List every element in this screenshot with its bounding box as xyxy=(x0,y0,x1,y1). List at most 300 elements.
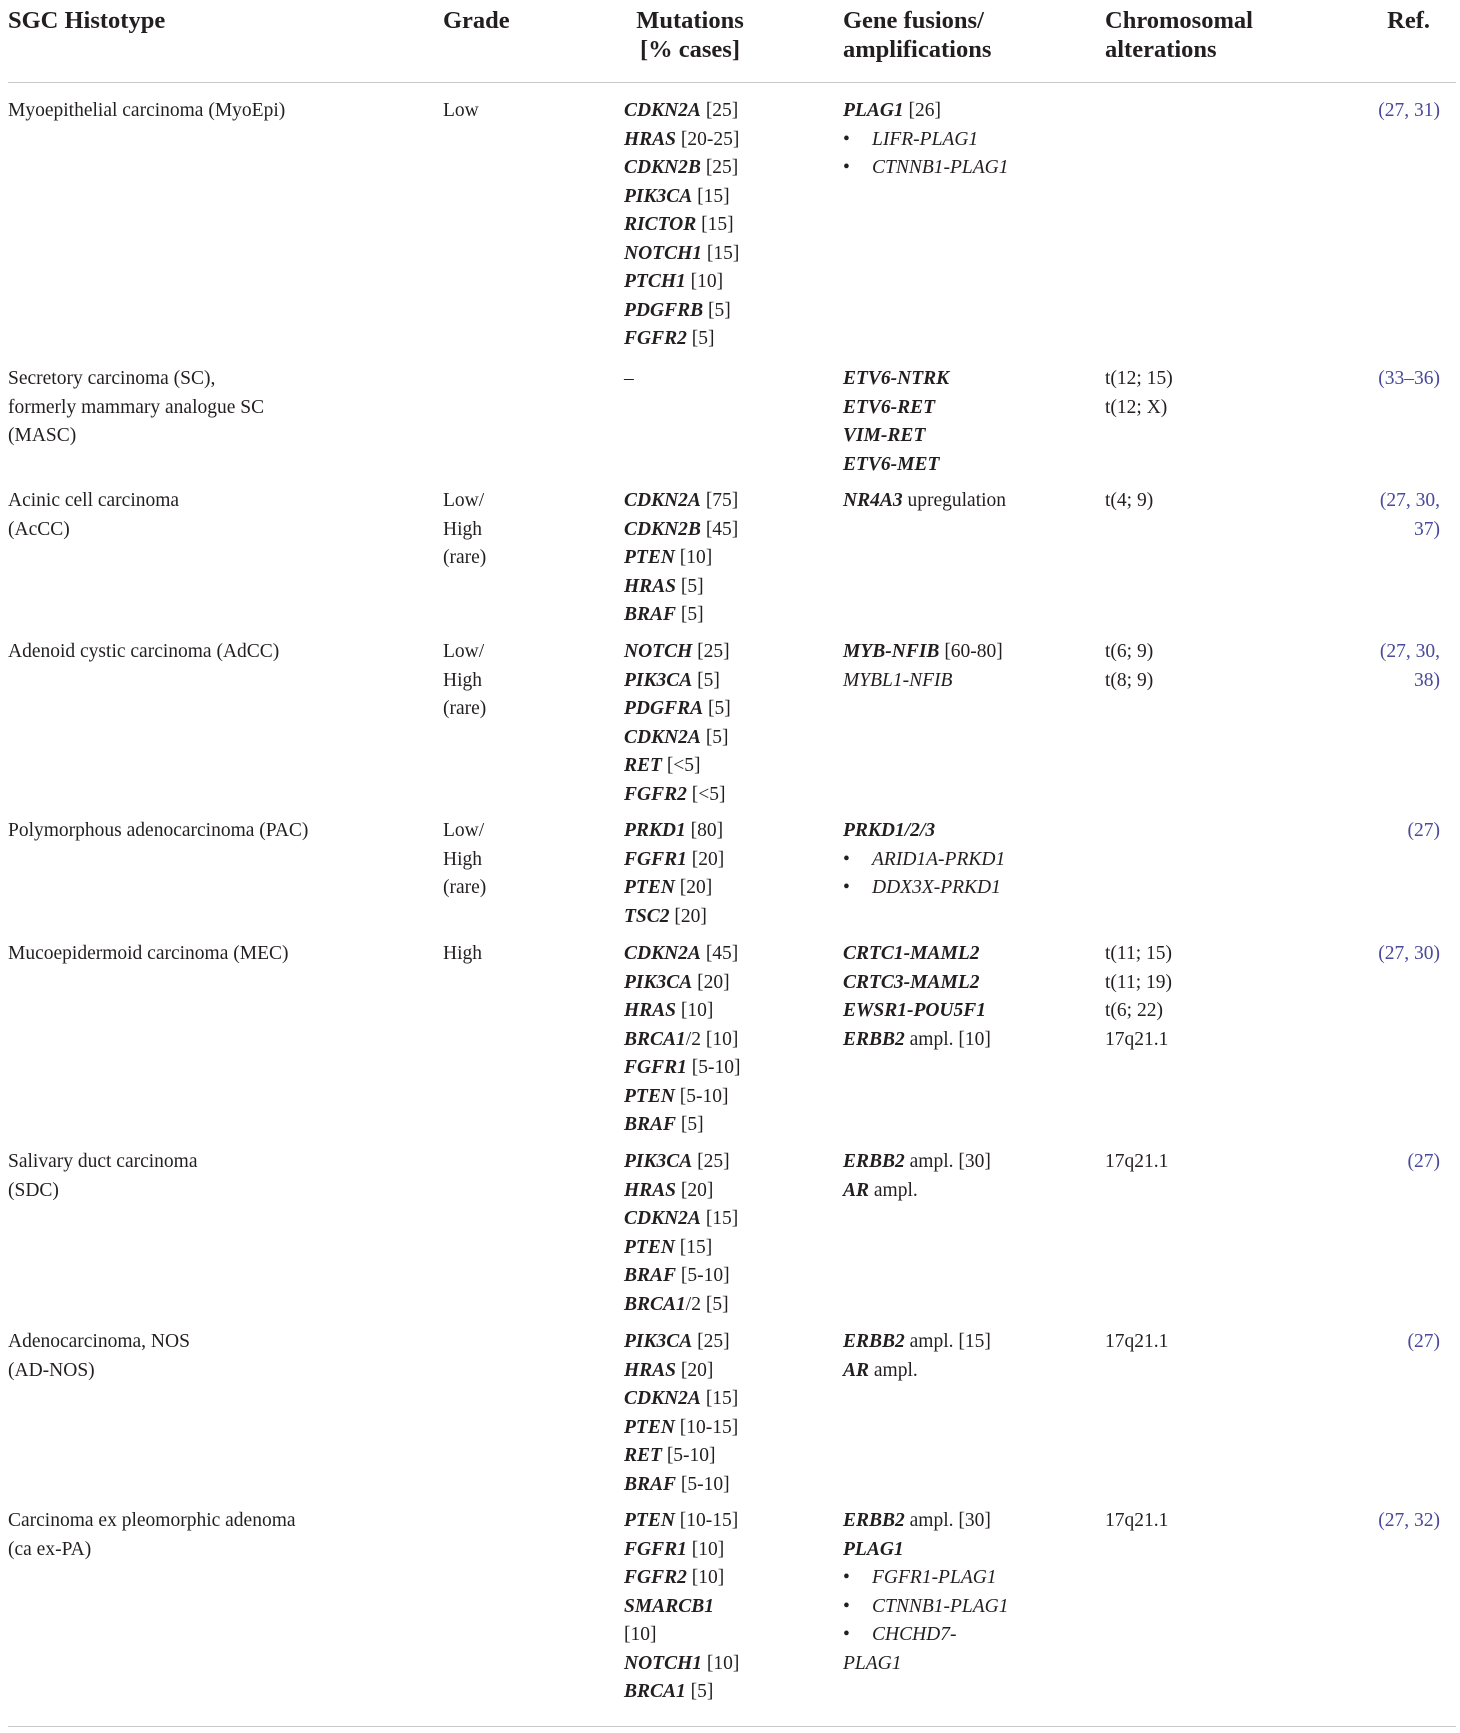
gene-name: PTEN xyxy=(624,1510,675,1531)
row-fusions xyxy=(843,1148,1093,1205)
gene-name: PIK3CA xyxy=(624,1331,693,1352)
fusion-line: PLAG1 xyxy=(843,1652,902,1674)
row-fusions xyxy=(843,1328,1093,1385)
row-ref xyxy=(1310,1148,1440,1177)
gene-name: PIK3CA xyxy=(624,185,693,207)
row-mutations xyxy=(624,1328,834,1499)
row-histotype xyxy=(8,487,428,544)
mutation-line xyxy=(624,183,834,212)
mutation-frequency: [10-15] xyxy=(674,1416,739,1438)
mutation-line xyxy=(624,724,834,753)
row-histotype xyxy=(8,817,428,846)
row-fusions xyxy=(843,817,1093,903)
mutation-line xyxy=(624,874,834,903)
row-fusions xyxy=(843,365,1093,479)
mutation-line xyxy=(624,1564,834,1593)
mutation-line xyxy=(624,752,834,781)
fusion-line xyxy=(843,969,1093,998)
mutation-frequency: [25] xyxy=(692,1151,730,1172)
mutation-frequency: [5] xyxy=(700,726,729,748)
fusion-bullet-item: • CHCHD7- xyxy=(843,1621,1093,1650)
row-ref xyxy=(1310,817,1440,846)
row-mutations xyxy=(624,487,834,630)
gene-name: FGFR2 xyxy=(624,328,687,349)
mutation-frequency: [20] xyxy=(692,971,730,993)
mutation-frequency: [20] xyxy=(676,1179,714,1201)
grade-line: (rare) xyxy=(443,698,487,719)
fusion-line xyxy=(843,394,1093,423)
mutation-frequency: /2 [10] xyxy=(685,1028,739,1050)
mutation-line xyxy=(624,1291,834,1320)
mutation-line xyxy=(624,1536,834,1565)
mutation-frequency: [10] xyxy=(624,1624,657,1645)
gene-name: PTEN xyxy=(624,1416,675,1438)
mutation-frequency: [15] xyxy=(692,185,730,207)
fusion-line xyxy=(843,97,1093,126)
gene-name: FGFR2 xyxy=(624,1567,687,1588)
row-fusions xyxy=(843,940,1093,1054)
mutation-line xyxy=(624,695,834,724)
fusion-gene: PLAG1 xyxy=(843,1538,904,1560)
fusion-line xyxy=(843,638,1093,667)
grade-line: (rare) xyxy=(443,877,487,898)
fusion-line xyxy=(843,1148,1093,1177)
mutation-line xyxy=(624,487,834,516)
histotype-line: Myoepithelial carcinoma (MyoEpi) xyxy=(8,100,286,121)
gene-name: FGFR1 xyxy=(624,1057,687,1078)
grade-line: Low/ xyxy=(443,490,485,511)
gene-name: NOTCH xyxy=(624,641,693,662)
gene-name: HRAS xyxy=(624,1000,677,1021)
gene-name: PDGFRA xyxy=(624,698,704,719)
ref-line[interactable]: 37) xyxy=(1414,518,1440,540)
mutation-line xyxy=(624,573,834,602)
grade-line: High xyxy=(443,943,482,964)
fusion-bullet-item: • CTNNB1-PLAG1 xyxy=(843,154,1093,183)
mutation-line xyxy=(624,544,834,573)
fusion-gene: AR xyxy=(843,1359,870,1381)
row-fusions xyxy=(843,97,1093,183)
chromosomal-line: t(4; 9) xyxy=(1105,490,1154,511)
mutation-line xyxy=(624,268,834,297)
header-grade xyxy=(443,6,510,35)
mutation-line xyxy=(624,97,834,126)
mutation-frequency: [15] xyxy=(674,1236,713,1258)
ref-line[interactable]: (27, 30, xyxy=(1379,641,1440,662)
mutation-frequency: [5] xyxy=(685,1681,714,1702)
fusion-line xyxy=(843,1026,1093,1055)
fusion-line xyxy=(843,365,1093,394)
fusion-detail: upregulation xyxy=(902,490,1007,511)
gene-name: PTEN xyxy=(624,1085,675,1107)
mutation-line xyxy=(624,1593,834,1622)
gene-name: PIK3CA xyxy=(624,669,693,691)
histotype-line: (ca ex-PA) xyxy=(8,1538,92,1560)
fusion-detail: ampl. xyxy=(869,1179,918,1201)
mutation-frequency: [5] xyxy=(676,604,704,625)
gene-name: RET xyxy=(624,1445,662,1466)
gene-name: BRAF xyxy=(624,1265,677,1286)
fusion-gene: CRTC1-MAML2 xyxy=(843,943,980,964)
mutation-frequency: [5] xyxy=(703,299,731,321)
fusion-bullet-item: • LIFR-PLAG1 xyxy=(843,126,1093,155)
mutation-line xyxy=(624,240,834,269)
ref-line[interactable]: (27) xyxy=(1407,1331,1440,1352)
chromosomal-line: 17q21.1 xyxy=(1105,1510,1169,1531)
fusion-line xyxy=(843,940,1093,969)
row-chromosomal xyxy=(1105,487,1305,516)
row-histotype xyxy=(8,940,428,969)
gene-name: CDKN2A xyxy=(624,490,701,511)
mutation-line xyxy=(624,667,834,696)
mutation-frequency: [20] xyxy=(669,905,707,927)
mutation-line xyxy=(624,1471,834,1500)
grade-line: (rare) xyxy=(443,547,487,568)
histotype-line: Acinic cell carcinoma xyxy=(8,490,180,511)
mutation-frequency: /2 [5] xyxy=(685,1293,729,1315)
gene-name: PIK3CA xyxy=(624,971,693,993)
fusion-gene: ERBB2 xyxy=(843,1028,905,1050)
fusion-line xyxy=(843,1177,1093,1206)
row-ref xyxy=(1310,487,1440,544)
fusion-bullet-item: • ARID1A-PRKD1 xyxy=(843,846,1093,875)
fusion-line xyxy=(843,997,1093,1026)
mutation-line xyxy=(624,1357,834,1386)
row-histotype xyxy=(8,1507,428,1564)
chromosomal-line: t(11; 19) xyxy=(1105,971,1172,993)
fusion-line xyxy=(843,1357,1093,1386)
histotype-line: Adenocarcinoma, NOS xyxy=(8,1331,190,1352)
mutation-line xyxy=(624,154,834,183)
ref-line[interactable]: 38) xyxy=(1414,669,1440,691)
mutation-frequency: [10-15] xyxy=(674,1510,739,1531)
fusion-gene: CRTC3-MAML2 xyxy=(843,971,980,993)
histotype-line: Secretory carcinoma (SC), xyxy=(8,368,216,389)
fusion-gene: ETV6-RET xyxy=(843,396,936,418)
row-chromosomal xyxy=(1105,365,1305,422)
fusion-gene: AR xyxy=(843,1179,870,1201)
fusion-line xyxy=(843,1328,1093,1357)
histotype-line: Mucoepidermoid carcinoma (MEC) xyxy=(8,943,289,964)
mutation-line xyxy=(624,126,834,155)
mutation-line xyxy=(624,1111,834,1140)
row-histotype xyxy=(8,365,428,451)
mutation-frequency: [5-10] xyxy=(661,1445,716,1466)
mutation-frequency: [5] xyxy=(676,575,704,597)
mutation-line: – xyxy=(624,368,634,389)
ref-line[interactable]: (27) xyxy=(1407,820,1440,841)
header-chromosomal-line1: Chromosomal xyxy=(1105,7,1253,34)
histotype-line: (SDC) xyxy=(8,1179,59,1201)
row-ref xyxy=(1310,1328,1440,1357)
gene-name: CDKN2A xyxy=(624,1388,701,1409)
mutation-frequency: [25] xyxy=(692,641,730,662)
mutation-line xyxy=(624,516,834,545)
mutation-frequency: [<5] xyxy=(686,783,726,805)
gene-name: RET xyxy=(624,755,662,776)
header-rule xyxy=(8,82,1456,83)
header-mutations-line2: [% cases] xyxy=(639,36,740,63)
row-ref xyxy=(1310,97,1440,126)
histotype-line: Salivary duct carcinoma xyxy=(8,1151,198,1172)
chromosomal-line: t(6; 9) xyxy=(1105,641,1154,662)
histotype-line: Polymorphous adenocarcinoma (PAC) xyxy=(8,820,309,841)
fusion-line xyxy=(843,422,1093,451)
row-ref xyxy=(1310,1507,1440,1536)
row-chromosomal xyxy=(1105,1507,1305,1536)
gene-name: PTEN xyxy=(624,1236,675,1258)
ref-line[interactable]: (27, 30, xyxy=(1379,490,1440,511)
mutation-frequency: [5-10] xyxy=(686,1057,741,1078)
fusion-detail: ampl. [10] xyxy=(904,1028,991,1050)
mutation-frequency: [20] xyxy=(674,877,713,898)
row-histotype xyxy=(8,638,428,667)
header-ref xyxy=(1370,6,1430,35)
gene-name: FGFR2 xyxy=(624,783,687,805)
histotype-line: (AcCC) xyxy=(8,518,70,540)
fusion-gene: EWSR1-POU5F1 xyxy=(843,1000,987,1021)
gene-name: PRKD1 xyxy=(624,820,686,841)
grade-line: High xyxy=(443,848,482,870)
mutation-frequency: [10] xyxy=(685,271,724,292)
mutation-line xyxy=(624,940,834,969)
header-histotype-text: SGC Histotype xyxy=(8,7,166,34)
histotype-line: (AD-NOS) xyxy=(8,1359,95,1381)
gene-name: PDGFRB xyxy=(624,299,704,321)
mutation-line xyxy=(624,846,834,875)
grade-line: High xyxy=(443,518,482,540)
fusion-line xyxy=(843,487,1093,516)
mutation-line xyxy=(624,297,834,326)
grade-line: Low/ xyxy=(443,641,485,662)
header-mutations-line1: Mutations xyxy=(636,7,744,34)
mutation-frequency: [10] xyxy=(686,1567,725,1588)
chromosomal-line: t(6; 22) xyxy=(1105,1000,1163,1021)
gene-name: NOTCH1 xyxy=(624,242,702,264)
row-histotype xyxy=(8,1148,428,1205)
mutation-line xyxy=(624,1678,834,1707)
histotype-line: formerly mammary analogue SC xyxy=(8,396,265,418)
fusion-line xyxy=(843,1536,1093,1565)
gene-name: SMARCB1 xyxy=(624,1595,714,1617)
gene-name: BRAF xyxy=(624,1114,677,1135)
chromosomal-line: 17q21.1 xyxy=(1105,1028,1169,1050)
fusion-line xyxy=(843,451,1093,480)
mutation-frequency: [10] xyxy=(674,547,713,568)
mutation-line xyxy=(624,817,834,846)
mutation-line xyxy=(624,903,834,932)
gene-name: NOTCH1 xyxy=(624,1652,702,1674)
row-mutations xyxy=(624,365,834,394)
fusion-gene: PRKD1/2/3 xyxy=(843,820,936,841)
mutation-line xyxy=(624,1234,834,1263)
mutation-frequency: [5-10] xyxy=(674,1085,729,1107)
ref-line[interactable]: (27) xyxy=(1407,1151,1440,1172)
mutation-frequency: [15] xyxy=(700,1388,739,1409)
fusion-detail: [26] xyxy=(903,100,942,121)
chromosomal-line: t(12; 15) xyxy=(1105,368,1173,389)
gene-name: FGFR1 xyxy=(624,848,687,870)
ref-line[interactable]: (27, 31) xyxy=(1378,100,1440,121)
chromosomal-line: t(8; 9) xyxy=(1105,669,1154,691)
row-chromosomal xyxy=(1105,638,1305,695)
fusion-detail: ampl. xyxy=(869,1359,918,1381)
gene-name: CDKN2A xyxy=(624,100,701,121)
gene-name: PIK3CA xyxy=(624,1151,693,1172)
bottom-rule xyxy=(8,1726,1456,1727)
mutation-line xyxy=(624,601,834,630)
mutation-line xyxy=(624,1442,834,1471)
row-mutations xyxy=(624,817,834,931)
fusion-gene: ETV6-MET xyxy=(843,453,940,475)
mutation-frequency: [5] xyxy=(703,698,731,719)
histotype-line: Adenoid cystic carcinoma (AdCC) xyxy=(8,641,280,662)
mutation-frequency: [25] xyxy=(700,100,739,121)
gene-name: HRAS xyxy=(624,128,677,150)
mutation-frequency: [20-25] xyxy=(676,128,740,150)
fusion-detail: ampl. [30] xyxy=(904,1151,991,1172)
histotype-line: Carcinoma ex pleomorphic adenoma xyxy=(8,1510,296,1531)
mutation-frequency: [5-10] xyxy=(676,1265,730,1286)
header-mutations xyxy=(590,6,790,64)
mutation-line xyxy=(624,1054,834,1083)
gene-name: PTEN xyxy=(624,877,675,898)
row-ref xyxy=(1310,365,1440,394)
gene-name: HRAS xyxy=(624,1179,677,1201)
fusion-gene: ERBB2 xyxy=(843,1331,905,1352)
fusion-detail: ampl. [15] xyxy=(904,1331,991,1352)
mutation-line xyxy=(624,781,834,810)
mutation-line xyxy=(624,1414,834,1443)
mutation-line xyxy=(624,1205,834,1234)
row-fusions xyxy=(843,487,1093,516)
row-histotype xyxy=(8,97,428,126)
mutation-line xyxy=(624,1083,834,1112)
fusion-bullet-item: • CTNNB1-PLAG1 xyxy=(843,1593,1093,1622)
gene-name: HRAS xyxy=(624,575,677,597)
ref-line[interactable]: (27, 30) xyxy=(1378,943,1440,964)
gene-name: BRCA1 xyxy=(624,1028,686,1050)
mutation-frequency: [15] xyxy=(702,242,740,264)
fusion-gene: VIM-RET xyxy=(843,425,926,446)
mutation-line xyxy=(624,1385,834,1414)
grade-line: Low/ xyxy=(443,820,485,841)
mutation-frequency: [5] xyxy=(676,1114,704,1135)
fusion-detail: ampl. [30] xyxy=(904,1510,991,1531)
row-mutations xyxy=(624,940,834,1140)
fusion-gene: NR4A3 xyxy=(843,490,903,511)
row-grade xyxy=(443,487,583,573)
fusion-line: MYBL1-NFIB xyxy=(843,669,953,691)
mutation-line xyxy=(624,1328,834,1357)
header-chromosomal-line2: alterations xyxy=(1105,36,1217,63)
mutation-frequency: [10] xyxy=(702,1652,740,1674)
row-grade xyxy=(443,940,583,969)
row-mutations xyxy=(624,97,834,354)
row-grade xyxy=(443,638,583,724)
mutation-line xyxy=(624,638,834,667)
mutation-frequency: [80] xyxy=(685,820,724,841)
gene-name: BRCA1 xyxy=(624,1293,686,1315)
mutation-line xyxy=(624,1621,834,1650)
mutation-frequency: [75] xyxy=(700,490,739,511)
mutation-frequency: [25] xyxy=(692,1331,730,1352)
fusion-line xyxy=(843,817,1093,846)
gene-name: PTEN xyxy=(624,547,675,568)
mutation-line xyxy=(624,1262,834,1291)
mutation-line xyxy=(624,325,834,354)
gene-name: CDKN2A xyxy=(624,726,701,748)
mutation-frequency: [45] xyxy=(700,518,739,540)
mutation-frequency: [5] xyxy=(686,328,715,349)
row-mutations xyxy=(624,1507,834,1707)
row-grade xyxy=(443,97,583,126)
fusion-detail: [60-80] xyxy=(939,641,1003,662)
fusion-bullet-item: • DDX3X-PRKD1 xyxy=(843,874,1093,903)
gene-name: BRAF xyxy=(624,604,677,625)
row-mutations xyxy=(624,638,834,809)
grade-line: High xyxy=(443,669,482,691)
mutation-frequency: [45] xyxy=(700,943,739,964)
mutation-frequency: [20] xyxy=(676,1359,714,1381)
chromosomal-line: t(12; X) xyxy=(1105,396,1168,418)
gene-name: CDKN2A xyxy=(624,943,701,964)
header-ref-text: Ref. xyxy=(1387,7,1430,34)
row-chromosomal xyxy=(1105,940,1305,1054)
header-fusions xyxy=(843,6,991,64)
gene-name: RICTOR xyxy=(624,214,697,235)
fusion-bullet-item: • FGFR1-PLAG1 xyxy=(843,1564,1093,1593)
gene-name: BRCA1 xyxy=(624,1681,686,1702)
gene-name: FGFR1 xyxy=(624,1538,687,1560)
ref-line[interactable]: (27, 32) xyxy=(1378,1510,1440,1531)
fusion-gene: ETV6-NTRK xyxy=(843,368,950,389)
mutation-line xyxy=(624,969,834,998)
row-fusions xyxy=(843,638,1093,695)
mutation-frequency: [5] xyxy=(692,669,720,691)
row-chromosomal xyxy=(1105,1148,1305,1177)
fusion-line xyxy=(843,1507,1093,1536)
chromosomal-line: t(11; 15) xyxy=(1105,943,1172,964)
mutation-line xyxy=(624,1026,834,1055)
mutation-line xyxy=(624,1650,834,1679)
mutation-frequency: [10] xyxy=(676,1000,714,1021)
gene-name: CDKN2B xyxy=(624,518,701,540)
ref-line[interactable]: (33–36) xyxy=(1378,368,1440,389)
mutation-line xyxy=(624,211,834,240)
histotype-line: (MASC) xyxy=(8,425,77,446)
gene-name: CDKN2B xyxy=(624,157,701,178)
header-histotype xyxy=(8,6,165,35)
mutation-frequency: [20] xyxy=(686,848,725,870)
header-chromosomal xyxy=(1105,6,1253,64)
mutation-frequency: [15] xyxy=(700,1208,739,1229)
row-grade xyxy=(443,817,583,903)
chromosomal-line: 17q21.1 xyxy=(1105,1151,1169,1172)
fusion-gene: MYB-NFIB xyxy=(843,641,940,662)
row-fusions xyxy=(843,1507,1093,1678)
header-fusions-line1: Gene fusions/ xyxy=(843,7,984,34)
chromosomal-line: 17q21.1 xyxy=(1105,1331,1169,1352)
grade-line: Low xyxy=(443,100,479,121)
row-ref xyxy=(1310,638,1440,695)
mutation-line xyxy=(624,1148,834,1177)
gene-name: HRAS xyxy=(624,1359,677,1381)
mutation-frequency: [<5] xyxy=(661,755,701,776)
gene-name: PTCH1 xyxy=(624,271,686,292)
row-chromosomal xyxy=(1105,1328,1305,1357)
header-grade-text: Grade xyxy=(443,7,510,34)
